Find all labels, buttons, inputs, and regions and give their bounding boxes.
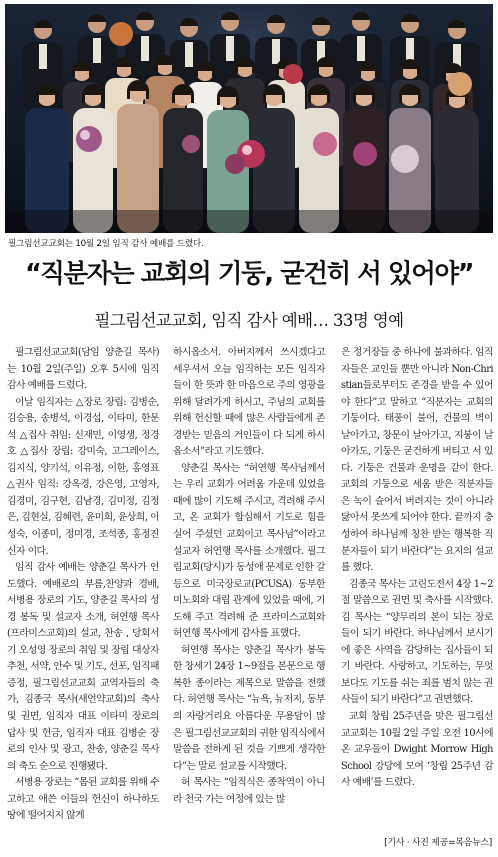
photo-credit: [기사 · 사진 제공=복음뉴스] bbox=[384, 838, 492, 848]
paragraph: 허연행 목사는 양춘길 목사가 봉독한 창세기 24장 1~9절을 본문으로 행복한 종이라는 제목으로 말씀을 전했다. 허연행 목사는 “뉴욕, 뉴저지, 동부의 자랑거리요 아름다운 무용담이 많은 필그림선교교회의 귀한 임직식에서 말씀을 전하게 된 것을 기쁘게 생각한다”는 말로 설교를 시작했다. bbox=[173, 644, 325, 772]
paragraph: 서병용 장로는 “몸된 교회를 위해 수고하고 애쓴 이들의 헌신이 하나하도 땅에 떨어지지 않게 bbox=[7, 777, 159, 822]
group-photo bbox=[5, 4, 493, 233]
paragraph: 임직 감사 예배는 양춘길 목사가 인도했다. 예배로의 부름,찬양과 경배, 서병용 장로의 기도, 양춘길 목사의 성경 봉독 및 설교자 소개, 허연행 목사(프라미스교회)의 설교, 찬송 , 당회서기 오성영 장로의 취임 및 장립 대상자 추천, 서약, 안수 및 기도, 선포, 임직패 증정, 필그림선교교회 교역자들의 축가, 김종국 목사(새언약교회)의 축사 및 권면, 임직자 대표 이타미 장로의 답사 및 헌금, 임직자 대표 김병순 장로의 인사 및 광고, 찬송, 양춘길 목사의 축도 순으로 진행됐다. bbox=[7, 562, 159, 772]
paragraph: 김종국 목사는 고린도전서 4장 1~2절 말씀으로 권면 및 축사를 시작했다. 김 목사는 “양무리의 본이 되는 장로들이 되기 바란다. 하나님께서 보시기에 좋은 사역을 감당하는 집사들이 되기 바란다. 사랑하고, 기도하는, 무엇보다도 기도를 쉬는 죄를 범치 않는 권사들이 되기 바란다”고 권면했다. bbox=[341, 578, 493, 706]
paragraph: 은 정거장들 중 하나에 불과하다. 임직자들은 교인들 뿐만 아니라 Non-Christian들로부터도 존경을 받을 수 있어야 한다”고 말하고 “직분자는 교회의 기둥이다. 태풍이 불어, 건물의 벽이 날아가고, 창문이 날아가고, 지붕이 날아가도, 기둥은 굳건하게 버티고 서 있다. 기둥은 건물과 운명을 같이 한다. 교회의 기둥으로 세움 받은 직분자들은 녹이 슬어서 버려지는 것이 아니라 닳아서 못쓰게 되어야 한다. 끝까지 충성하여 하나님께 칭찬 받는 행복한 직분자들이 되기 바란다”는 요지의 설교를 했다. bbox=[341, 347, 493, 574]
paragraph: 양춘길 목사는 “허연행 목사님께서는 우리 교회가 어려움 가운데 있었을 때에 많이 기도해 주시고, 격려해 주시고, 온 교회가 합심해서 기도로 힘을 실어 주셨던 교회이고 목사님”이라고 설교자 허연행 목사를 소개했다. 필그림교회(당시)가 동성애 문제로 인한 갈등으로 미국장로교(PCUSA) 동부한미노회와 대립 관계에 있었을 때에, 기도해 주고 격려해 준 프라미스교회와 허연행 목사에게 감사를 표했다. bbox=[173, 462, 325, 640]
paragraph: 이날 임직자는 △장로 장립: 김병순, 김승용, 송병석, 이경섭, 이타미, 한문석 △집사 취임: 신재민, 이영생, 정경호 △집사 장립: 강미숙, 고그레이스, 김지식, 양기석, 이유정, 이한, 홍영표 △권사 임직: 강옥경, 강은영, 고영자, 김경미, 김구현, 김남경, 김미정, 김정은, 김현실, 김혜련, 윤미희, 윤상희, 이성숙, 이종미, 정미경, 조석종, 홍정진 신자 이다. bbox=[7, 396, 159, 557]
group-photo-icon bbox=[5, 4, 493, 233]
paragraph: 필그림선교교회(담임 양춘길 목사)는 10월 2일(주일) 오후 5시에 임직 감사 예배를 드렸다. bbox=[7, 347, 159, 392]
photo-caption: 필그림선교교회는 10월 2일 임직 감사 예배를 드렸다. bbox=[8, 239, 204, 249]
subheadline: 필그림선교교회, 임직 감사 예배… 33명 영예 bbox=[94, 311, 404, 330]
article-column-2 bbox=[173, 345, 325, 808]
paragraph: 하시옵소서. 아버지께서 쓰시겠다고 세우셔서 오늘 임직하는 모든 임직자들이 한 뜻과 한 마음으로 주의 영광을 위해 달려가게 하시고, 주님의 교회를 위해 헌신할 때에 많은 사람들에게 존경받는 믿음의 거인들이 다 되게 하시옵소서”라고 기도했다. bbox=[173, 347, 325, 458]
paragraph: 교회 창립 25주년을 맞은 필그림선교교회는 10월 2일 주일 오전 10시에 온 교우들이 Dwight Morrow High School 강당에 모여 ‘창립 25주년 감사 예배’를 드렸다. bbox=[341, 711, 493, 789]
article-column-3 bbox=[341, 345, 493, 792]
paragraph: 허 목사는 “임직식은 종착역이 아니라 천국 가는 여정에 있는 많 bbox=[173, 777, 325, 805]
article-column-1 bbox=[7, 345, 159, 825]
headline: “직분자는 교회의 기둥, 굳건히 서 있어야” bbox=[24, 259, 474, 289]
